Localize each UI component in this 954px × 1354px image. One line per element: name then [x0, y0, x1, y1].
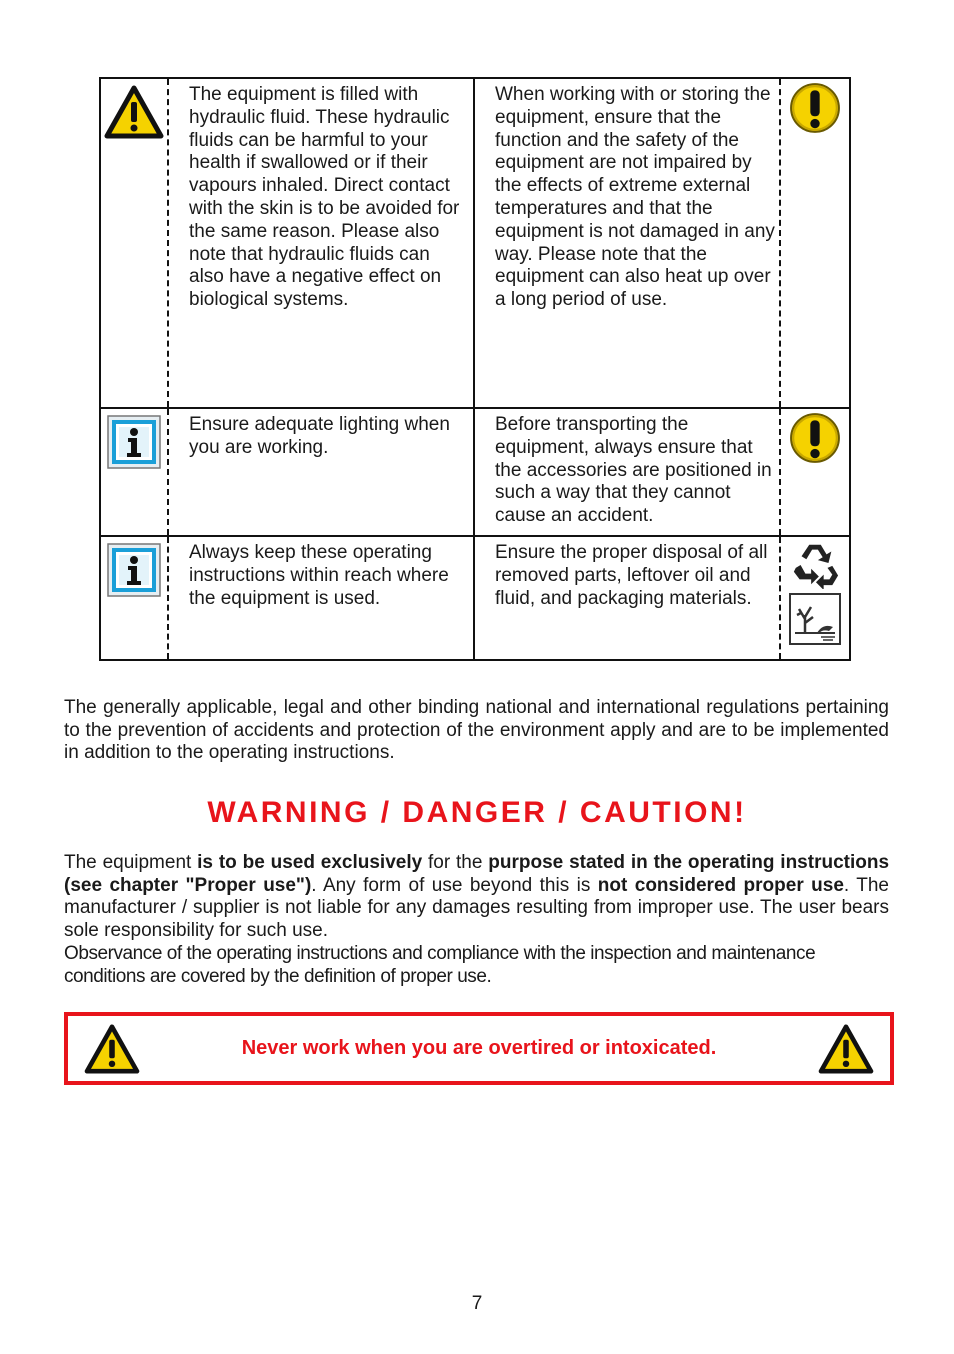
warning-box-text: Never work when you are overtired or intoxicated.: [241, 1037, 717, 1059]
safety-note: Before transporting the equipment, always ensure that the accessories are positioned in such a way that they cannot cause an accident.: [495, 414, 772, 527]
safety-note: Always keep these operating instructions within reach where the equipment is used.: [189, 542, 449, 609]
safety-text-cell: [169, 409, 475, 535]
safety-text-cell: [475, 79, 781, 407]
safety-text-cell: [169, 79, 475, 407]
proper-use-text: The equipment: [64, 852, 198, 873]
warning-box: [64, 1012, 894, 1085]
safety-text-cell: [475, 409, 781, 535]
safety-table: [99, 77, 851, 661]
proper-use-paragraph: [64, 852, 889, 942]
regulations-paragraph: The generally applicable, legal and other binding national and international regulations pertaining to the prevention of accidents and protection of the environment apply and are to be implemented in addition to the operating instructions.: [64, 697, 889, 764]
icon-cell: [101, 79, 169, 407]
table-row: [101, 535, 849, 659]
recycle-icon: [790, 539, 840, 589]
safety-text-cell: [169, 537, 475, 659]
warning-triangle-icon: [818, 1024, 874, 1074]
proper-use-text: for the: [422, 852, 489, 873]
warning-heading: WARNING / DANGER / CAUTION!: [207, 796, 747, 829]
proper-use-bold: is to be used exclusively: [197, 852, 423, 873]
observance-paragraph: Observance of the operating instructions and compliance with the inspection and maintenance conditions are covered by the definition of proper use.: [64, 943, 816, 987]
icon-cell: [781, 537, 849, 659]
table-row: [101, 79, 849, 407]
icon-cell: [101, 537, 169, 659]
exclamation-circle-icon: [788, 81, 842, 135]
safety-note: The equipment is filled with hydraulic fluid. These hydraulic fluids can be harmful to your health if swallowed or if their vapours inhaled. Direct contact with the skin is to be avoided for the same reason. Please also note that hydraulic fluids can also have a negative effect on biological systems.: [189, 84, 460, 311]
safety-text-cell: [475, 537, 781, 659]
warning-triangle-icon: [104, 85, 164, 139]
proper-use-bold: purpose stated in the operating instructions (see chapter "Proper use"): [64, 852, 890, 896]
safety-note: Ensure adequate lighting when you are working.: [189, 414, 450, 458]
warning-triangle-icon: [84, 1024, 140, 1074]
proper-use-bold: not considered proper use: [597, 874, 844, 896]
info-icon: [107, 415, 161, 469]
table-row: [101, 407, 849, 535]
safety-note: When working with or storing the equipment, ensure that the function and the safety of the equipment are not impaired by the effects of extreme external temperatures and that the equipment is not damaged in any way. Please note that the equipment can also heat up over a long period of use.: [495, 84, 775, 311]
icon-cell: [781, 79, 849, 407]
icon-cell: [781, 409, 849, 535]
icon-cell: [101, 409, 169, 535]
info-icon: [107, 543, 161, 597]
environment-hazard-icon: [789, 593, 841, 645]
proper-use-text: . The manufacturer / supplier is not liable for any damages resulting from improper use. The user bears sole responsibility for such use.: [64, 874, 889, 941]
page-number: 7: [471, 1293, 483, 1314]
safety-note: Ensure the proper disposal of all removed parts, leftover oil and fluid, and packaging materials.: [495, 542, 768, 609]
exclamation-circle-icon: [788, 411, 842, 465]
proper-use-text: . Any form of use beyond this is: [311, 874, 598, 896]
